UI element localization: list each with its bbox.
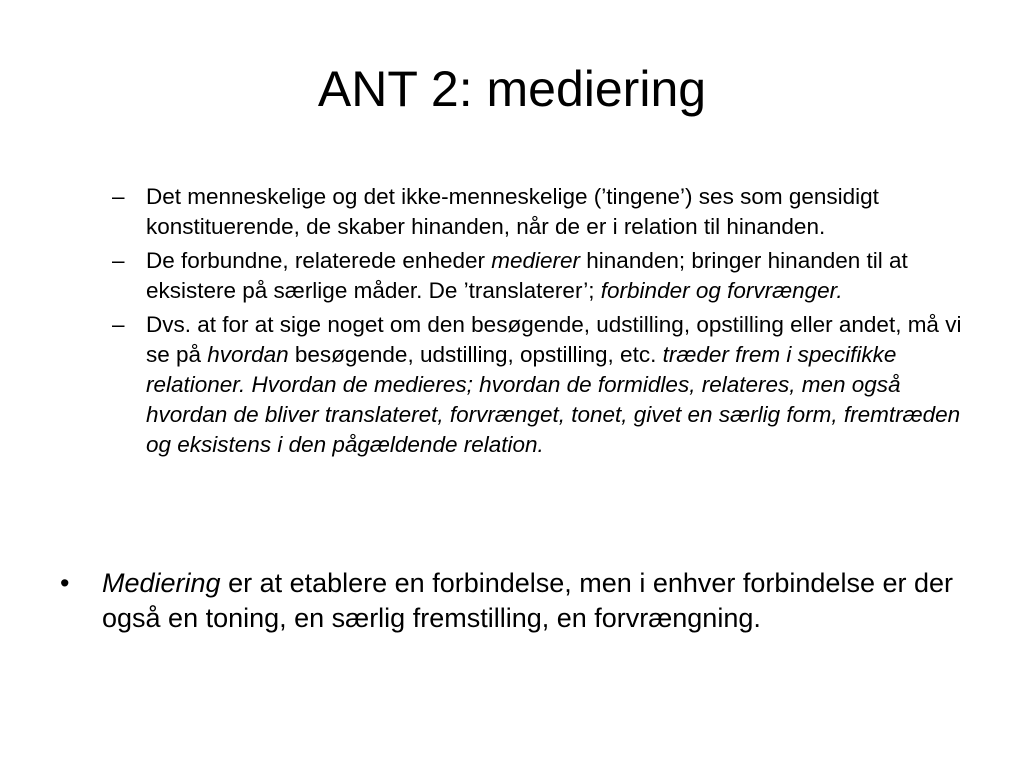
bullet-marker: • — [60, 568, 70, 598]
italic-text-segment: forbinder og forvrænger. — [600, 278, 843, 303]
text-segment: Dvs. at for at sige noget om den besøgende, udstilling, opstilling eller andet, må vi se på — [146, 312, 962, 367]
sub-bullet-item — [112, 310, 972, 460]
bullet-text — [146, 312, 961, 457]
text-segment: er at etablere en forbindelse, men i enhver forbindelse er der også en toning, en særlig fremstilling, en forvrængning. — [102, 568, 953, 633]
sub-bullet-item — [112, 182, 972, 242]
sub-bullet-item — [112, 246, 972, 306]
dash-marker: – — [112, 184, 125, 209]
main-bullet-list — [56, 566, 976, 636]
text-segment: De forbundne, relaterede enheder — [146, 248, 492, 273]
text-segment: besøgende, udstilling, opstilling, etc. — [288, 342, 663, 367]
main-bullet-item — [56, 566, 976, 636]
bullet-text — [146, 248, 908, 303]
sub-bullet-list — [112, 182, 972, 464]
dash-marker: – — [112, 312, 125, 337]
italic-text-segment: træder frem i specifikke relationer. Hvordan de medieres; hvordan de formidles, relateres, men også hvordan de bliver translateret, forvrænget, tonet, givet en særlig form, fremtræden og eksistens i den pågældende relation. — [146, 342, 961, 457]
bullet-text — [102, 568, 953, 633]
dash-marker: – — [112, 248, 125, 273]
italic-text-segment: Mediering — [102, 568, 221, 598]
italic-text-segment: hvordan — [207, 342, 289, 367]
text-segment: hinanden; bringer hinanden til at eksistere på særlige måder. De ’translaterer’; — [146, 248, 908, 303]
text-segment: Det menneskelige og det ikke-menneskelige (’tingene’) ses som gensidigt konstituerende, de skaber hinanden, når de er i relation til hinanden. — [146, 184, 879, 239]
italic-text-segment: medierer — [491, 248, 581, 273]
slide-title: ANT 2: mediering — [317, 61, 707, 117]
bullet-text — [146, 184, 879, 239]
